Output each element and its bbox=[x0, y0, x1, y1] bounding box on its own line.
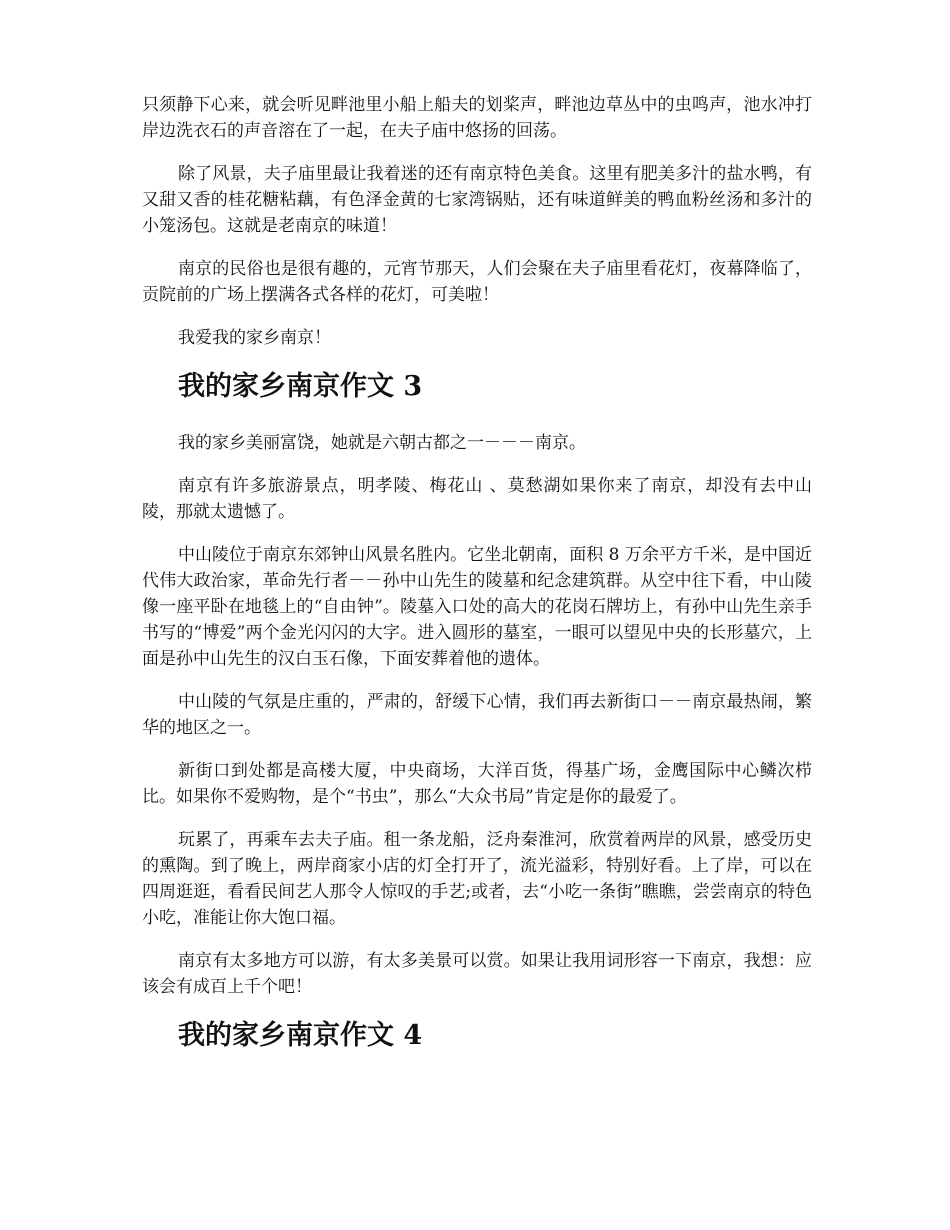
document-body bbox=[142, 92, 812, 1055]
paragraph-xinjiekou-transition: 中山陵的气氛是庄重的，严肃的，舒缓下心情，我们再去新街口－－南京最热闹，繁华的地区之一。 bbox=[142, 692, 812, 738]
paragraph-food: 除了风景，夫子庙里最让我着迷的还有南京特色美食。这里有肥美多汁的盐水鸭，有又甜又香的桂花糖粘藕，有色泽金黄的七家湾锅贴，还有味道鲜美的鸭血粉丝汤和多汁的小笼汤包。这就是老南京的味道！ bbox=[142, 164, 812, 236]
paragraph-sun-yat-sen-mausoleum: 中山陵位于南京东郊钟山风景名胜内。它坐北朝南，面积 8 万余平方千米，是中国近代伟大政治家，革命先行者－－孙中山先生的陵墓和纪念建筑群。从空中往下看，中山陵像一座平卧在地毯上的“自由钟”。陵墓入口处的高大的花岗石牌坊上，有孙中山先生亲手书写的“博爱”两个金光闪闪的大字。进入圆形的墓室，一眼可以望见中央的长形墓穴，上面是孙中山先生的汉白玉石像，下面安葬着他的遗体。 bbox=[142, 545, 812, 669]
paragraph-folk-custom: 南京的民俗也是很有趣的，元宵节那天，人们会聚在夫子庙里看花灯，夜幕降临了，贡院前的广场上摆满各式各样的花灯，可美啦！ bbox=[142, 259, 812, 305]
paragraph-continued: 只须静下心来，就会听见畔池里小船上船夫的划桨声，畔池边草丛中的虫鸣声，池水冲打岸边洗衣石的声音溶在了一起，在夫子庙中悠扬的回荡。 bbox=[142, 95, 812, 141]
section-heading-4: 我的家乡南京作文 4 bbox=[178, 1020, 423, 1051]
paragraph-attractions: 南京有许多旅游景点，明孝陵、梅花山 、莫愁湖如果你来了南京，却没有去中山陵，那就太遗憾了。 bbox=[142, 476, 812, 522]
section-heading-3: 我的家乡南京作文 3 bbox=[178, 371, 423, 402]
paragraph-xinjiekou: 新街口到处都是高楼大厦，中央商场，大洋百货，得基广场，金鹰国际中心鳞次栉比。如果你不爱购物，是个“书虫”，那么“大众书局”肯定是你的最爱了。 bbox=[142, 761, 812, 807]
paragraph-intro: 我的家乡美丽富饶，她就是六朝古都之一－－－南京。 bbox=[178, 433, 586, 453]
paragraph-conclusion: 南京有太多地方可以游，有太多美景可以赏。如果让我用词形容一下南京，我想：应该会有成百上千个吧！ bbox=[142, 951, 812, 997]
paragraph-closing: 我爱我的家乡南京！ bbox=[178, 328, 331, 348]
paragraph-confucius-temple: 玩累了，再乘车去夫子庙。租一条龙船，泛舟秦淮河，欣赏着两岸的风景，感受历史的熏陶。到了晚上，两岸商家小店的灯全打开了，流光溢彩，特别好看。上了岸，可以在四周逛逛，看看民间艺人那令人惊叹的手艺;或者，去“小吃一条街”瞧瞧，尝尝南京的特色小吃，准能让你大饱口福。 bbox=[142, 830, 812, 928]
